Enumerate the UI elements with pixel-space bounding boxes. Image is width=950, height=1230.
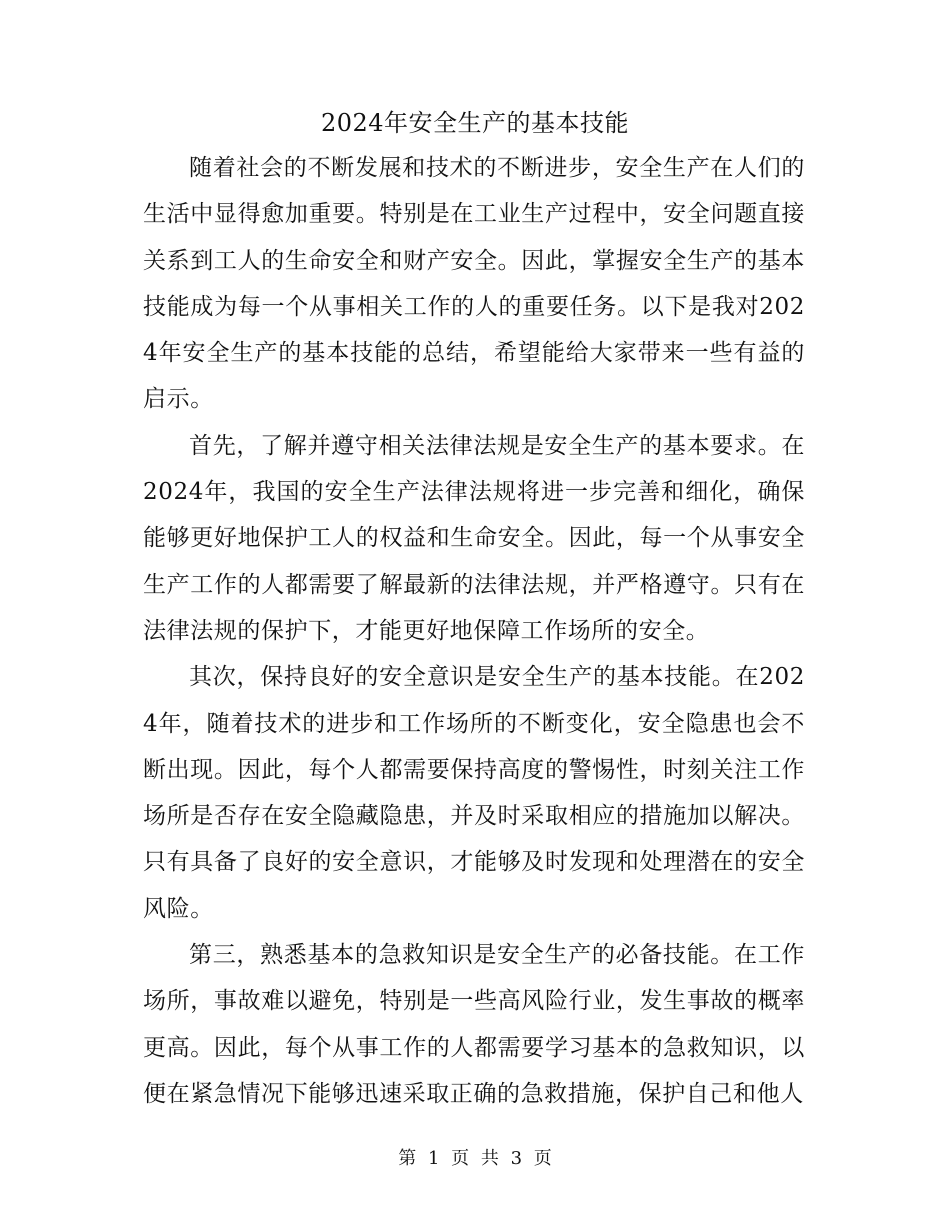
paragraph-first-aid: 第三，熟悉基本的急救知识是安全生产的必备技能。在工作场所，事故难以避免，特别是一些高风险行业，发生事故的概率更高。因此，每个从事工作的人都需要学习基本的急救知识，以便在紧急情况下能够迅速采取正确的急救措施，保护自己和他人 <box>143 942 805 1107</box>
paragraph-laws: 首先，了解并遵守相关法律法规是安全生产的基本要求。在2024年，我国的安全生产法律法规将进一步完善和细化，确保能够更好地保护工人的权益和生命安全。因此，每一个从事安全生产工作的人都需要了解最新的法律法规，并严格遵守。只有在法律法规的保护下，才能更好地保障工作场所的安全。 <box>143 432 805 644</box>
paragraph-intro: 随着社会的不断发展和技术的不断进步，安全生产在人们的生活中显得愈加重要。特别是在工业生产过程中，安全问题直接关系到工人的生命安全和财产安全。因此，掌握安全生产的基本技能成为每一个从事相关工作的人的重要任务。以下是我对2024年安全生产的基本技能的总结，希望能给大家带来一些有益的启示。 <box>143 155 805 413</box>
document-body <box>143 145 805 1117</box>
document-title: 2024年安全生产的基本技能 <box>320 109 630 137</box>
paragraph-awareness: 其次，保持良好的安全意识是安全生产的基本技能。在2024年，随着技术的进步和工作场所的不断变化，安全隐患也会不断出现。因此，每个人都需要保持高度的警惕性，时刻关注工作场所是否存在安全隐藏隐患，并及时采取相应的措施加以解决。只有具备了良好的安全意识，才能够及时发现和处理潜在的安全风险。 <box>143 664 805 922</box>
page-footer: 第 1 页 共 3 页 <box>398 1148 552 1169</box>
